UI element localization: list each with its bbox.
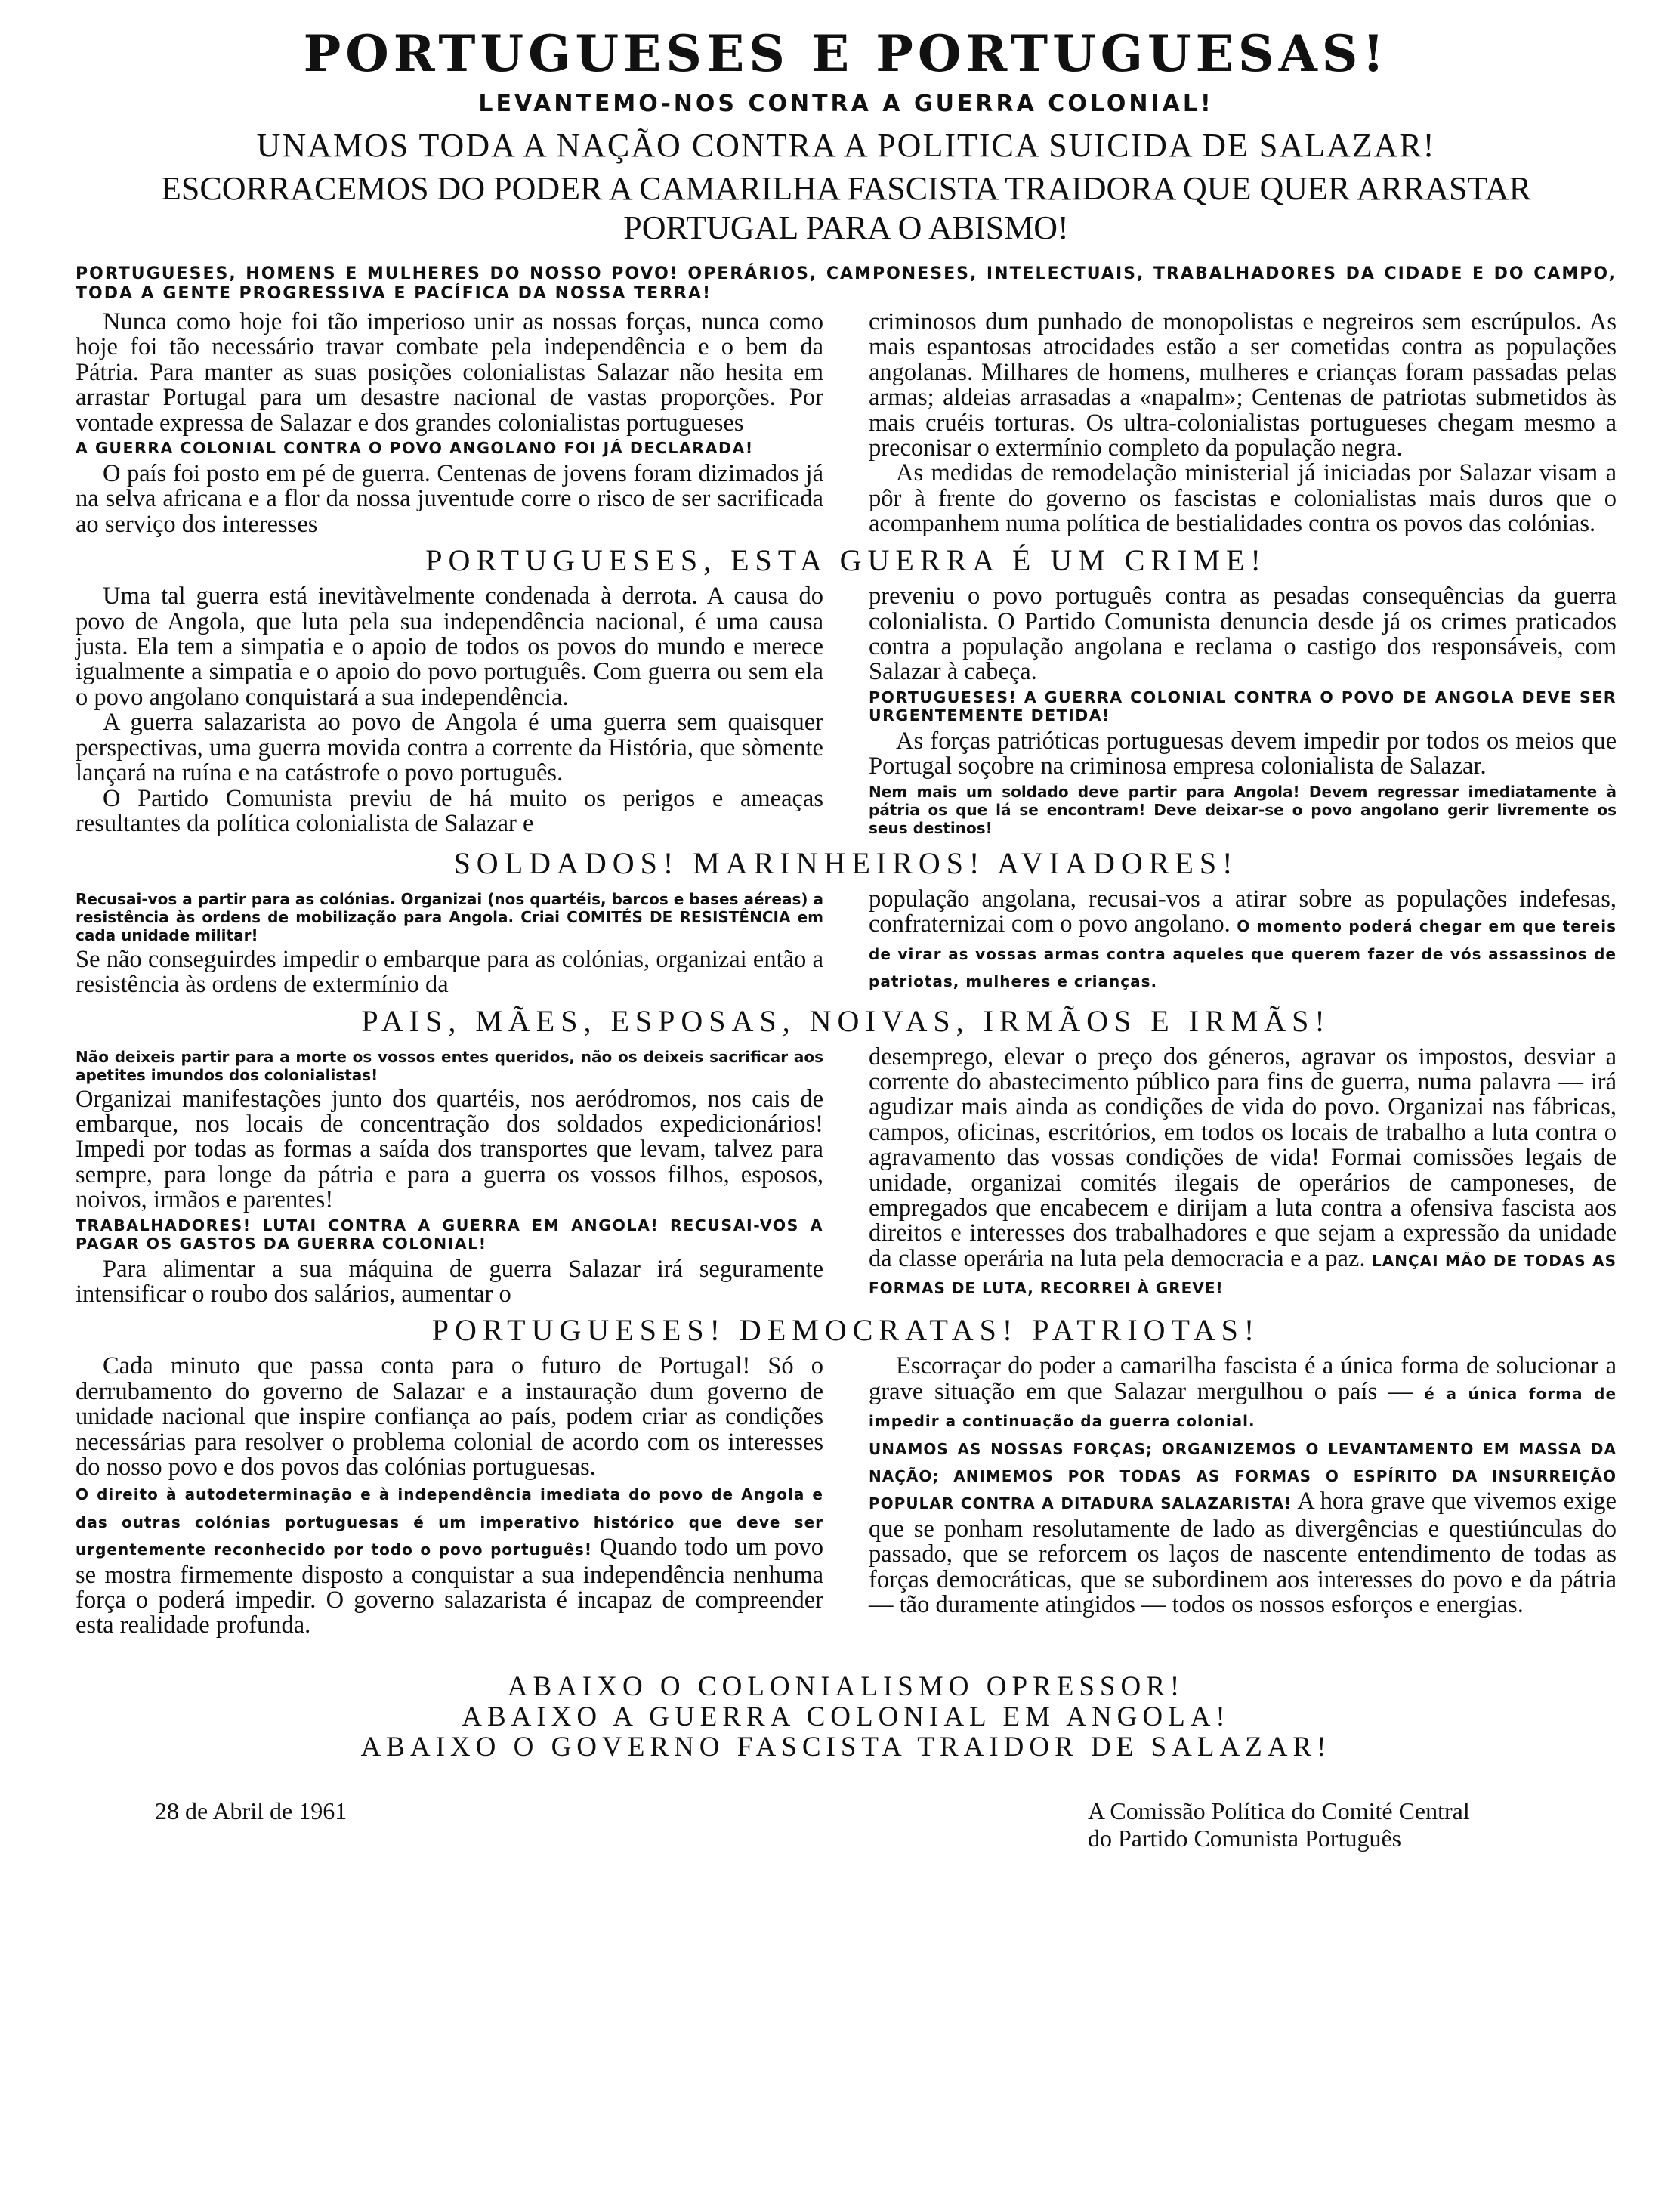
section-3-left-column [76,887,823,998]
signature-line: A Comissão Política do Comité Central [1088,1797,1470,1825]
manifesto-page [76,23,1617,2183]
section-3 [76,887,1617,998]
paragraph: Uma tal guerra está inevitàvelmente condenada à derrota. A causa do povo de Angola, que luta pela sua independência nacional, é uma causa justa. Ela tem a simpatia e o apoio de todos os povos do mundo e merece igualmente a simpatia e o apoio do povo português. Com guerra ou sem ela o povo angolano conquistará a sua independência. [76,582,823,711]
headline-2: UNAMOS TODA A NAÇÃO CONTRA A POLITICA SUICIDA DE SALAZAR! [256,127,1436,164]
headline-1: LEVANTEMO-NOS CONTRA A GUERRA COLONIAL! [478,91,1214,117]
paragraph [869,1435,1617,1618]
section-1-right-column [869,310,1617,537]
closing-slogans [76,1672,1617,1763]
paragraph [76,1480,823,1638]
section-5 [76,1354,1617,1638]
emphasis-text: O momento poderá chegar em que tereis de virar as vossas armas contra aqueles que querem fazer de vós assassinos de patriotas, mulheres e crianças. [869,917,1617,990]
paragraph: Cada minuto que passa conta para o futuro de Portugal! Só o derrubamento do governo de Salazar e a instauração dum governo de unidade nacional que inspire confiança ao país, podem criar as condições necessárias para resolver o problema colonial de acordo com os interesses do nosso povo e dos povos das colónias portuguesas. [76,1352,823,1481]
paragraph-text: Escorraçar do poder a camarilha fascista é a única forma de solucionar a grave situação em que Salazar mergulhou o país — [869,1352,1617,1405]
paragraph: Nunca como hoje foi tão imperioso unir as nossas forças, nunca como hoje foi tão necessário travar combate pela independência e o bem da Pátria. Para manter as suas posições colonialistas Salazar não hesita em arrastar Portugal para um desastre nacional de vastas proporções. Por vontade expressa de Salazar e dos grandes colonialistas portugueses [76,308,823,437]
signature-line: do Partido Comunista Português [1088,1824,1402,1852]
paragraph [869,1045,1617,1302]
slogan-line: ABAIXO O GOVERNO FASCISTA TRAIDOR DE SALAZAR! [360,1731,1332,1763]
section-2 [76,584,1617,839]
paragraph: O Partido Comunista previu de há muito os perigos e ameaças resultantes da política colonialista de Salazar e [76,784,823,837]
emphasis-text: Recusai-vos a partir para as colónias. Organizai (nos quartéis, barcos e bases aéreas) a resistência às ordens de mobilização para Angola. Criai COMITÉS DE RESISTÊNCIA em cada unidade militar! [76,889,823,944]
paragraph [869,887,1617,995]
section-3-right-column [869,887,1617,998]
emphasis-text: TRABALHADORES! LUTAI CONTRA A GUERRA EM ANGOLA! RECUSAI-VOS A PAGAR OS GASTOS DA GUERRA COLONIAL! [76,1216,823,1253]
signature-row [76,1797,1617,1852]
document-date: 28 de Abril de 1961 [155,1797,347,1825]
section-1 [76,310,1617,537]
paragraph [869,1354,1617,1434]
section-2-left-column [76,584,823,839]
page-title: PORTUGUESES E PORTUGUESAS! [303,24,1389,83]
slogan-line: ABAIXO O COLONIALISMO OPRESSOR! [507,1670,1185,1702]
emphasis-text: A GUERRA COLONIAL CONTRA O POVO ANGOLANO FOI JÁ DECLARADA! [76,439,754,458]
paragraph: criminosos dum punhado de monopolistas e negreiros sem escrúpulos. As mais espantosas atrocidades estão a ser cometidas contra as populações angolanas. Milhares de homens, mulheres e crianças foram passadas pelas armas; aldeias arrasadas a «napalm»; Centenas de patriotas submetidos às mais cruéis torturas. Os ultra-colonialistas portugueses chegam mesmo a preconisar o extermínio completo da população negra. [869,308,1617,462]
emphasis-text: LANÇAI MÃO DE TODAS AS FORMAS DE LUTA, RECORREI À GREVE! [869,1251,1617,1298]
slogan-line: ABAIXO A GUERRA COLONIAL EM ANGOLA! [462,1701,1231,1732]
paragraph-text: desemprego, elevar o preço dos géneros, agravar os impostos, desviar a corrente do abastecimento público para fins de guerra, numa palavra — irá agudizar mais ainda as condições de vida do povo. Organizai nas fábricas, campos, oficinas, escritórios, em todos os locais de trabalho a luta contra o agravamento das vossas condições de vida! Formai comissões legais de unidade, organizai comités ilegais de operários de camponeses, de empregados que encabecem e dirijam a luta contra a ofensiva fascista aos direitos e interesses dos trabalhadores e que sejam a expressão da unidade da classe operária na luta pela democracia e a paz. [869,1043,1617,1272]
emphasis-text: PORTUGUESES! A GUERRA COLONIAL CONTRA O POVO DE ANGOLA DEVE SER URGENTEMENTE DETIDA! [869,688,1617,725]
paragraph-text: A hora grave que vivemos exige que se ponham resolutamente de lado as divergências e questiúnculas do passado, que se reforcem os laços de nascente entendimento de todas as forças democráticas, que se subordinem aos interesses do povo e da pátria — tão duramente atingidos — todos os nossos esforços e energias. [869,1488,1617,1618]
paragraph: As medidas de remodelação ministerial já iniciadas por Salazar visam a pôr à frente do governo os fascistas e colonialistas mais duros que o acompanhem numa política de bestialidades contra os povos das colónias. [869,459,1617,538]
section-1-left-column [76,310,823,537]
paragraph: Se não conseguirdes impedir o embarque para as colónias, organizai então a resistência às ordens de extermínio da [76,945,823,999]
section-4 [76,1045,1617,1308]
emphasis-text: é a única forma de impedir a continuação da guerra colonial. [869,1384,1617,1431]
signature-block [1088,1797,1617,1852]
headline-3: ESCORRACEMOS DO PODER A CAMARILHA FASCISTA TRAIDORA QUE QUER ARRASTAR PORTUGAL PARA O ABISMO! [161,170,1531,246]
paragraph: As forças patrióticas portuguesas devem impedir por todos os meios que Portugal soçobre na criminosa empresa colonialista de Salazar. [869,727,1617,780]
section-5-left-column [76,1354,823,1638]
section-2-right-column [869,584,1617,839]
section-heading: SOLDADOS! MARINHEIROS! AVIADORES! [453,845,1239,880]
emphasis-text: Não deixeis partir para a morte os vossos entes queridos, não os deixeis sacrificar aos apetites imundos dos colonialistas! [76,1047,823,1084]
section-heading: PORTUGUESES! DEMOCRATAS! PATRIOTAS! [431,1313,1261,1348]
paragraph-text: Quando todo um povo se mostra firmemente disposto a conquistar a sua independência nenhuma força o poderá impedir. O governo salazarista é incapaz de compreender esta realidade profunda. [76,1534,824,1639]
emphasis-text: UNAMOS AS NOSSAS FORÇAS; ORGANIZEMOS O LEVANTAMENTO EM MASSA DA NAÇÃO; ANIMEMOS POR TODAS AS FORMAS O ESPÍRITO DA INSURREIÇÃO POPULAR CONTRA A DITADURA SALAZARISTA! [869,1439,1617,1513]
paragraph: A guerra salazarista ao povo de Angola é uma guerra sem quaisquer perspectivas, uma guerra movida contra a corrente da História, que sòmente lançará na ruína e na catástrofe o povo português. [76,709,823,787]
address-banner: PORTUGUESES, HOMENS E MULHERES DO NOSSO POVO! OPERÁRIOS, CAMPONESES, INTELECTUAIS, TRABALHADORES DA CIDADE E DO CAMPO, TODA A GENTE PROGRESSIVA E PACÍFICA DA NOSSA TERRA! [76,264,1617,303]
section-5-right-column [869,1354,1617,1638]
paragraph-text: população angolana, recusai-vos a atirar sobre as populações indefesas, confraternizai com o povo angolano. [869,885,1617,938]
emphasis-text: Nem mais um soldado deve partir para Angola! Devem regressar imediatamente à pátria os que lá se encontram! Deve deixar-se o povo angolano gerir livremente os seus destinos! [869,782,1617,837]
paragraph: Para alimentar a sua máquina de guerra Salazar irá seguramente intensificar o roubo dos salários, aumentar o [76,1255,823,1308]
emphasis-text: O direito à autodeterminação e à independência imediata do povo de Angola e das outras colónias portuguesas é um imperativo histórico que deve ser urgentemente reconhecido por todo o povo português! [76,1485,823,1559]
paragraph: O país foi posto em pé de guerra. Centenas de jovens foram dizimados já na selva africana e a flor da nossa juventude corre o risco de ser sacrificada ao serviço dos interesses [76,460,823,538]
section-4-right-column [869,1045,1617,1308]
section-4-left-column [76,1045,823,1308]
section-heading: PORTUGUESES, ESTA GUERRA É UM CRIME! [425,543,1267,578]
paragraph: preveniu o povo português contra as pesadas consequências da guerra colonialista. O Partido Comunista denuncia desde já os crimes praticados contra a população angolana e reclama o castigo dos responsáveis, com Salazar à cabeça. [869,582,1617,686]
paragraph: Organizai manifestações junto dos quartéis, nos aeródromos, nos cais de embarque, nos locais de concentração dos soldados expedicionários! Impedi por todas as formas a saída dos transportes que levam, talvez para sempre, para longe da pátria e para a guerra os vossos filhos, esposos, noivos, irmãos e parentes! [76,1085,823,1214]
section-heading: PAIS, MÃES, ESPOSAS, NOIVAS, IRMÃOS E IRMÃS! [361,1003,1331,1038]
